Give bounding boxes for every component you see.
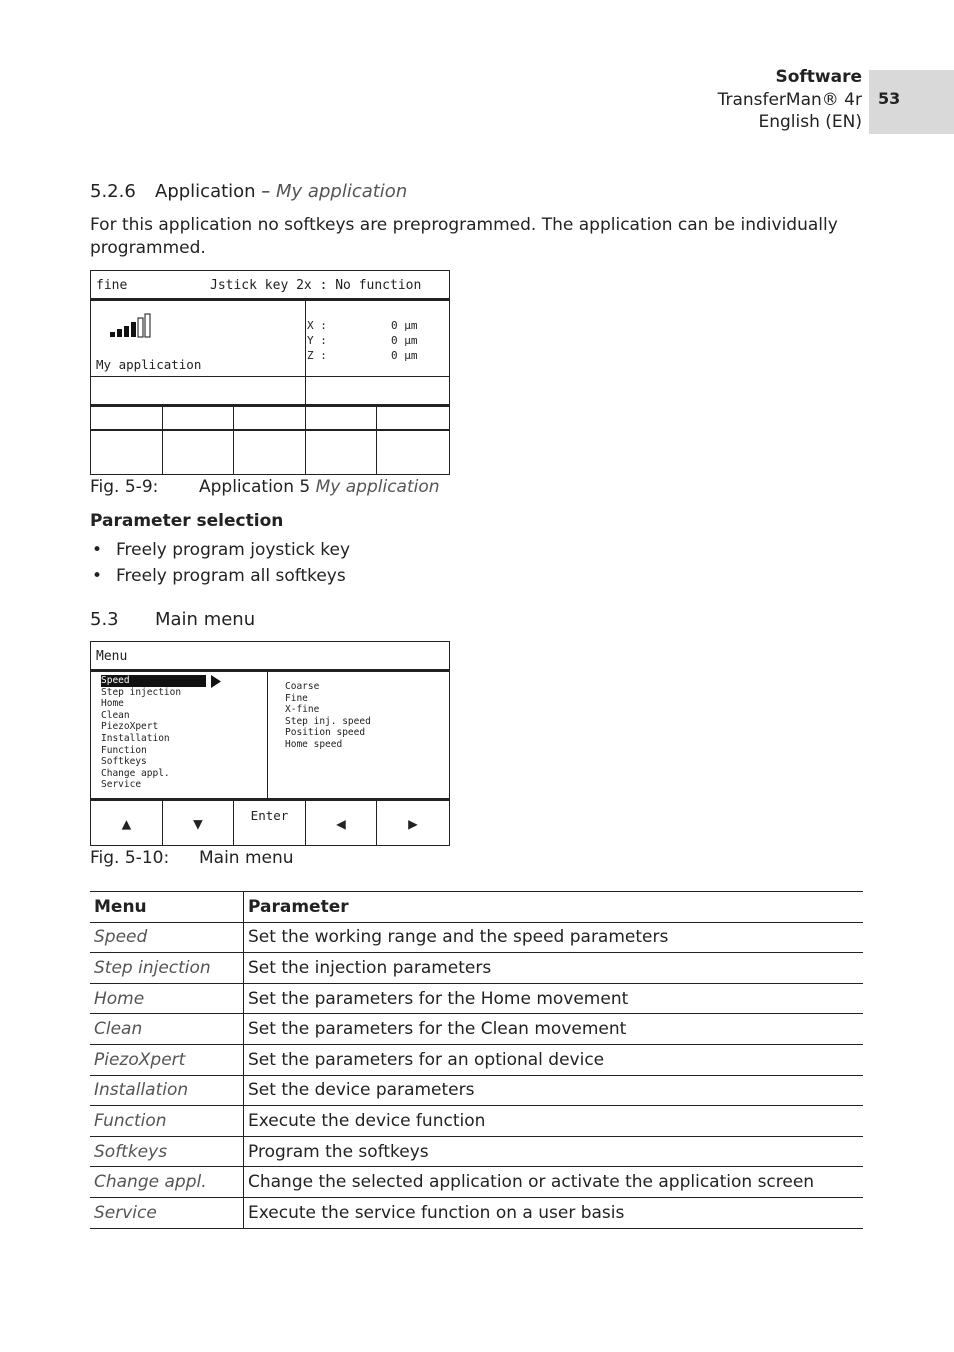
left-arrow-button[interactable] [306,801,377,845]
table-row: Change appl. Change the selected application or activate the application screen [90,1167,863,1198]
figure-caption-5-9: Fig. 5-9: Application 5 My application [90,477,440,497]
softkey-row [91,801,449,846]
column-header-parameter: Parameter [244,892,864,923]
table-row: Home Set the parameters for the Home movement [90,983,863,1014]
figure-caption-5-10: Fig. 5-10: Main menu [90,848,294,868]
parameter-selection-heading: Parameter selection [90,511,284,531]
left-arrow-icon: ◀ [336,813,346,833]
status-left [91,377,306,405]
table-header-row [90,892,863,923]
submenu-item[interactable]: Step inj. speed [285,715,371,727]
table-row: Installation Set the device parameters [90,1075,863,1106]
table-row: Service Execute the service function on a user basis [90,1197,863,1228]
softkey-4[interactable] [306,431,377,475]
menu-item-home[interactable]: Home [101,698,124,710]
signal-strength-icon [109,313,153,339]
submenu-item[interactable]: Position speed [285,727,366,739]
section-title: Application – [155,181,271,202]
menu-item-change-appl[interactable]: Change appl. [101,767,170,779]
menu-item-clean[interactable]: Clean [101,709,130,721]
page-header [718,66,862,134]
submenu-item[interactable]: Coarse [285,681,320,692]
submenu-item[interactable]: X-fine [285,704,320,716]
down-arrow-icon: ▼ [193,813,203,833]
list-item: • Freely program joystick key [92,540,351,560]
table-row: Softkeys Program the softkeys [90,1136,863,1167]
softkey-2[interactable] [163,431,234,475]
joystick-label: Jstick key 2x : No function [210,278,422,293]
table-row: PiezoXpert Set the parameters for an optional device [90,1044,863,1075]
main-menu-screen [90,641,450,846]
section-title-italic: My application [276,181,408,202]
submenu-item[interactable]: Fine [285,692,308,704]
menu-item-service[interactable]: Service [101,779,142,791]
up-arrow-button[interactable] [91,801,163,845]
coordinate-readout [307,318,437,363]
coord-row-y: Y : 0 µm [307,334,418,347]
softkey-1[interactable] [91,431,163,475]
mode-label: fine [96,278,128,293]
menu-item-step-injection[interactable]: Step injection [101,686,182,698]
parameter-selection-list [90,537,350,589]
screen-title-bar [91,271,449,301]
page-number: 53 [869,70,954,134]
column-header-menu: Menu [90,892,244,923]
table-row: Step injection Set the injection parameters [90,953,863,984]
table-row: Function Execute the device function [90,1106,863,1137]
submenu-item[interactable]: Home speed [285,738,343,750]
menu-item-speed[interactable]: Speed [101,675,206,687]
table-row: Speed Set the working range and the speed parameters [90,922,863,953]
app-name: My application [96,357,202,372]
application-screen [90,270,450,475]
submenu-list [285,681,371,751]
softkey-label-2 [163,407,234,430]
softkey-label-4 [306,407,377,430]
enter-button[interactable]: Enter [234,801,306,845]
menu-item-piezoxpert[interactable]: PiezoXpert [101,721,159,733]
screen-title-bar [91,642,449,672]
softkey-3[interactable] [234,431,306,475]
menu-list [91,672,268,798]
softkey-label-1 [91,407,163,430]
section-paragraph: For this application no softkeys are preprogrammed. The application can be individually programmed. [90,215,838,258]
header-product: TransferMan® 4r [717,89,862,110]
coord-row-x: X : 0 µm [307,319,418,332]
table-row: Clean Set the parameters for the Clean movement [90,1014,863,1045]
header-language: English (EN) [758,112,862,132]
down-arrow-button[interactable] [163,801,234,845]
menu-title: Menu [96,649,128,664]
menu-item-softkeys[interactable]: Softkeys [101,756,147,768]
section-number: 5.2.6 [90,181,136,202]
section-heading-526 [90,181,407,202]
section-heading-53: 5.3 Main menu [90,609,256,630]
menu-item-installation[interactable]: Installation [101,732,170,744]
coord-row-z: Z : 0 µm [307,349,418,362]
menu-parameter-table [90,891,863,1229]
header-section: Software [775,67,862,87]
list-item: • Freely program all softkeys [92,566,346,586]
submenu-arrow-icon [210,675,222,688]
softkey-label-3 [234,407,306,430]
menu-item-function[interactable]: Function [101,744,147,756]
app-info-area [91,301,306,376]
right-arrow-button[interactable] [377,801,449,845]
right-arrow-icon: ▶ [408,813,418,833]
up-arrow-icon: ▲ [121,813,132,833]
